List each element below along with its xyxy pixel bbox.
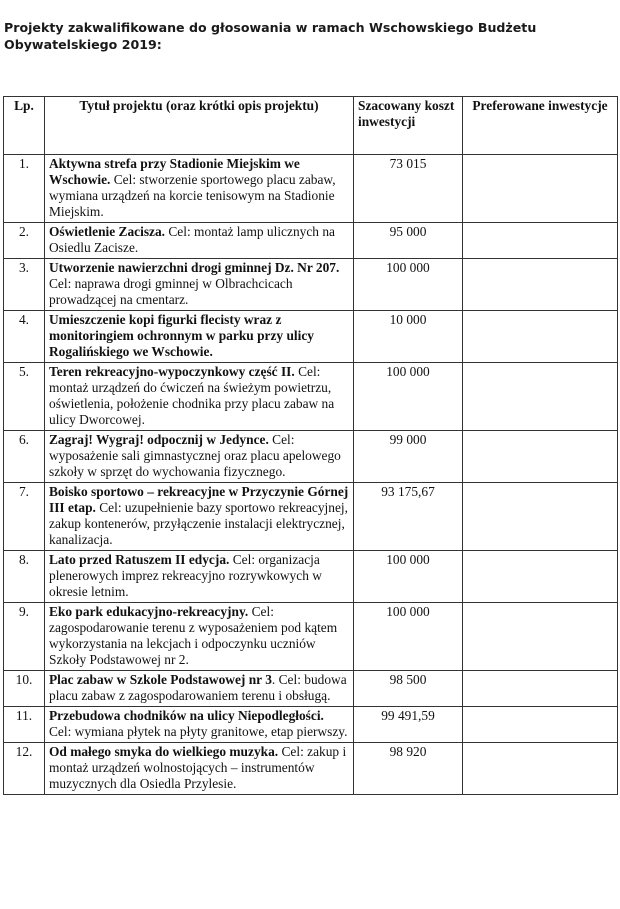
preferred-cell — [463, 311, 618, 363]
project-name: Utworzenie nawierzchni drogi gminnej Dz. Nr 207. — [49, 260, 340, 275]
project-cell — [45, 707, 354, 743]
project-cost: 98 500 — [354, 671, 463, 707]
header-lp: Lp. — [4, 97, 45, 155]
project-description: Cel: organizacja plenerowych imprez rekreacyjno rozrywkowych w okresie letnim. — [49, 552, 322, 599]
project-cost: 95 000 — [354, 223, 463, 259]
preferred-cell — [463, 155, 618, 223]
preferred-cell — [463, 223, 618, 259]
row-number: 6. — [4, 431, 45, 483]
row-number: 10. — [4, 671, 45, 707]
project-cost: 99 000 — [354, 431, 463, 483]
preferred-cell — [463, 743, 618, 795]
project-cost: 99 491,59 — [354, 707, 463, 743]
document-heading: Projekty zakwalifikowane do głosowania w ramach Wschowskiego Budżetu Obywatelskiego 2019: — [4, 20, 537, 52]
row-number: 5. — [4, 363, 45, 431]
project-description: Cel: zagospodarowanie terenu z wyposażeniem pod kątem wykorzystania na lekcjach i odpoczynku uczniów Szkoły Podstawowej nr 2. — [49, 604, 338, 667]
project-cell — [45, 311, 354, 363]
table-row — [4, 431, 618, 483]
project-cost: 10 000 — [354, 311, 463, 363]
preferred-cell — [463, 603, 618, 671]
project-description: Cel: wyposażenie sali gimnastycznej oraz placu apelowego szkoły w sprzęt do wychowania fizycznego. — [49, 432, 341, 479]
row-number: 2. — [4, 223, 45, 259]
table-row — [4, 363, 618, 431]
project-description: Cel: uzupełnienie bazy sportowo rekreacyjnej, zakup kontenerów, przyłączenie instalacji elektrycznej, kanalizacja. — [49, 500, 348, 547]
row-number: 9. — [4, 603, 45, 671]
project-cost: 98 920 — [354, 743, 463, 795]
projects-table — [3, 96, 618, 795]
project-name: Zagraj! Wygraj! odpocznij w Jedynce. — [49, 432, 269, 447]
project-description: Cel: montaż urządzeń do ćwiczeń na świeżym powietrzu, oświetlenia, położenie chodnika przy placu zabaw na ulicy Dworcowej. — [49, 364, 335, 427]
preferred-cell — [463, 363, 618, 431]
project-cost: 73 015 — [354, 155, 463, 223]
project-description: Cel: zakup i montaż urządzeń wolnostojących – instrumentów muzycznych dla Osiedla Przylesie. — [49, 744, 347, 791]
project-name: Boisko sportowo – rekreacyjne w Przyczynie Górnej III etap. — [49, 484, 349, 515]
project-description: Cel: wymiana płytek na płyty granitowe, etap pierwszy. — [49, 724, 348, 739]
table-row — [4, 603, 618, 671]
row-number: 8. — [4, 551, 45, 603]
project-name: Plac zabaw w Szkole Podstawowej nr 3 — [49, 672, 272, 687]
project-cost: 100 000 — [354, 259, 463, 311]
project-description: Cel: stworzenie sportowego placu zabaw, wymiana urządzeń na korcie tenisowym na Stadionie Miejskim. — [49, 172, 336, 219]
project-cell — [45, 223, 354, 259]
row-number: 7. — [4, 483, 45, 551]
project-name: Eko park edukacyjno-rekreacyjny. — [49, 604, 249, 619]
project-cell — [45, 155, 354, 223]
project-cell — [45, 603, 354, 671]
project-name: Oświetlenie Zacisza. — [49, 224, 166, 239]
table-row — [4, 707, 618, 743]
project-name: Umieszczenie kopi figurki flecisty wraz z monitoringiem ochronnym w parku przy ulicy Rogalińskiego we Wschowie. — [49, 312, 314, 359]
row-number: 12. — [4, 743, 45, 795]
preferred-cell — [463, 259, 618, 311]
project-cell — [45, 483, 354, 551]
table-row — [4, 743, 618, 795]
row-number: 3. — [4, 259, 45, 311]
table-row — [4, 155, 618, 223]
preferred-cell — [463, 671, 618, 707]
project-cell — [45, 431, 354, 483]
project-cost: 93 175,67 — [354, 483, 463, 551]
row-number: 11. — [4, 707, 45, 743]
preferred-cell — [463, 551, 618, 603]
header-preferred: Preferowane inwestycje — [463, 97, 618, 155]
row-number: 4. — [4, 311, 45, 363]
table-row — [4, 671, 618, 707]
table-header-row — [4, 97, 618, 155]
project-description: Cel: naprawa drogi gminnej w Olbrachcicach prowadzącej na cmentarz. — [49, 276, 293, 307]
table-row — [4, 223, 618, 259]
project-name: Przebudowa chodników na ulicy Niepodległości. — [49, 708, 324, 723]
table-row — [4, 483, 618, 551]
project-cell — [45, 363, 354, 431]
table-row — [4, 551, 618, 603]
project-name: Aktywna strefa przy Stadionie Miejskim we Wschowie. — [49, 156, 300, 187]
project-name: Od małego smyka do wielkiego muzyka. — [49, 744, 279, 759]
header-cost: Szacowany koszt inwestycji — [354, 97, 463, 155]
header-title: Tytuł projektu (oraz krótki opis projektu) — [45, 97, 354, 155]
project-cost: 100 000 — [354, 603, 463, 671]
preferred-cell — [463, 483, 618, 551]
table-row — [4, 259, 618, 311]
preferred-cell — [463, 707, 618, 743]
project-cost: 100 000 — [354, 363, 463, 431]
project-name: Lato przed Ratuszem II edycja. — [49, 552, 230, 567]
project-cell — [45, 743, 354, 795]
row-number: 1. — [4, 155, 45, 223]
preferred-cell — [463, 431, 618, 483]
project-description: . Cel: budowa placu zabaw z zagospodarowaniem terenu i obsługą. — [49, 672, 347, 703]
project-cost: 100 000 — [354, 551, 463, 603]
table-row — [4, 311, 618, 363]
project-cell — [45, 551, 354, 603]
project-description: Cel: montaż lamp ulicznych na Osiedlu Zacisze. — [49, 224, 335, 255]
project-cell — [45, 671, 354, 707]
project-cell — [45, 259, 354, 311]
table-body — [4, 155, 618, 795]
project-name: Teren rekreacyjno-wypoczynkowy część II. — [49, 364, 295, 379]
